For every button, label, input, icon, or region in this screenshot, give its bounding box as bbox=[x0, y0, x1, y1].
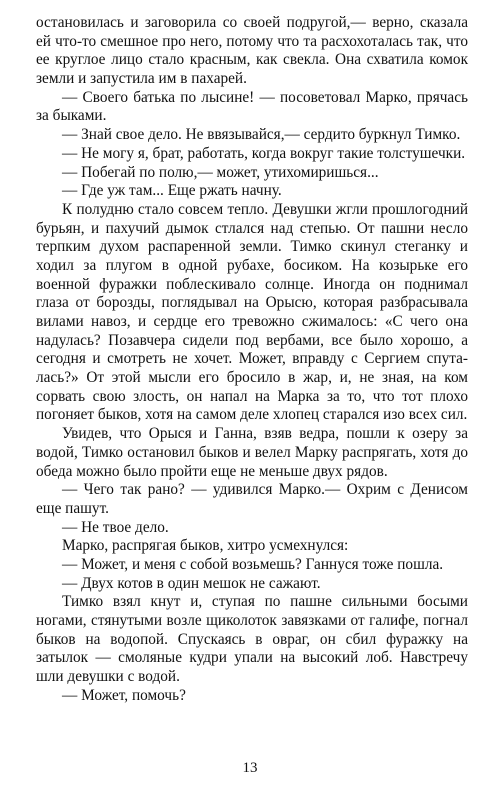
paragraph: Марко, распрягая быков, хитро усмехнулся: bbox=[62, 537, 349, 555]
paragraph: — Знай свое дело. Не ввязывайся,— сердито буркнул Тимко. bbox=[62, 126, 461, 144]
paragraph: — Своего батька по лысине! — посоветовал Марко, прячась за быками. bbox=[36, 88, 468, 125]
paragraph: Увидев, что Орыся и Ганна, взяв ведра, пошли к озеру за водой, Тимко остановил быков и велел Марку распрягать, хотя до обеда можно было пройти еще не меньше двух рядов. bbox=[36, 425, 468, 480]
book-page-text bbox=[36, 14, 468, 705]
paragraph: Тимко взял кнут и, ступая по пашне сильными босыми ногами, стянутыми возле щиколоток завязками от галифе, погнал быков на водопой. Спускаясь в овраг, он сбил фуражку на затылок — смоляные кудри упали на высокий лоб. Навстречу шли девушки с водой. bbox=[36, 593, 468, 686]
paragraph: — Где уж там... Еще ржать начну. bbox=[62, 182, 282, 200]
paragraph: — Двух котов в один мешок не сажают. bbox=[62, 574, 321, 592]
paragraph: — Побегай по полю,— может, утихомиришься... bbox=[62, 163, 379, 181]
paragraph: — Может, и меня с собой возьмешь? Ганнуся тоже пошла. bbox=[62, 555, 444, 573]
paragraph: — Не твое дело. bbox=[62, 518, 169, 536]
paragraph: остановилась и заговорила со своей подругой,— верно, сказала ей что-то смешное про него, потому что та расхохоталась так, что ее круглое лицо стало красным, как свекла. Она схватила комок земли и запустила им в пахарей. bbox=[36, 14, 468, 88]
paragraph: — Может, помочь? bbox=[62, 686, 186, 704]
paragraph: — Чего так рано? — удивился Марко.— Охрим с Денисом еще пашут. bbox=[36, 481, 468, 517]
page-number: 13 bbox=[242, 760, 258, 776]
paragraph: — Не могу я, брат, работать, когда вокруг такие толстушечки. bbox=[62, 144, 466, 162]
paragraph: К полудню стало совсем тепло. Девушки жгли прошлогодний бурьян, и пахучий дымок стлался над степью. От пашни несло терпким духом распаренной земли. Тимко скинул стеганку и ходил за плугом в одной рубахе, босиком. На козырьке его военной фуражки поблескивало солнце. Иногда он поднимал глаза от борозды, поглядывал на Орысю, которая разбрасывала вилами навоз, и сердце его тревожно сжималось: «С чего она надулась? Позавчера сидели под вербами, все было хорошо, а сегодня и смотреть не хочет. Может, вправду с Сергием спуталась?» От этой мысли его бросило в жар, и, не зная, на ком сорвать свою злость, он напал на Марка за то, что тот плохо погоняет быков, хотя на самом деле хлопец старался изо всех сил. bbox=[36, 200, 468, 424]
